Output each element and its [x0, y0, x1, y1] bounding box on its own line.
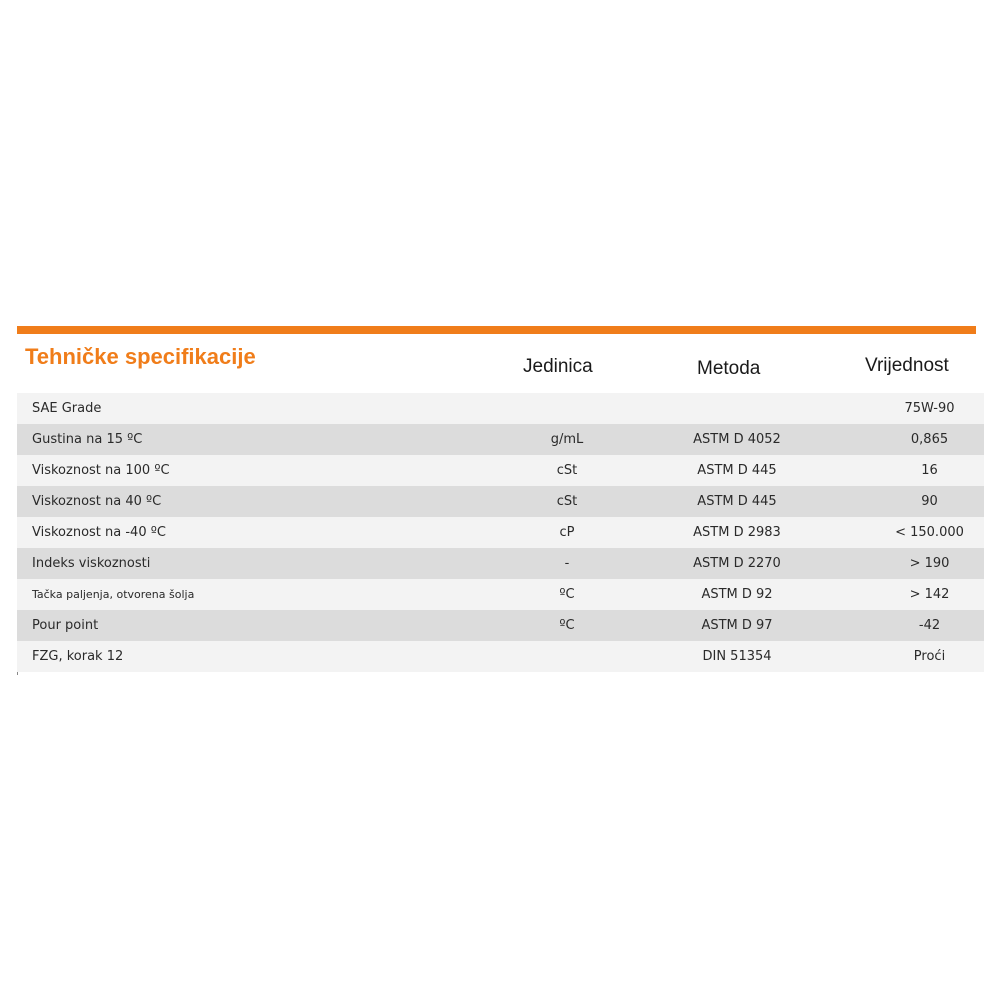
- property-cell: Pour point: [32, 618, 99, 633]
- table-edge-mark: [17, 672, 18, 675]
- table-row: [17, 548, 984, 579]
- property-cell: Gustina na 15 ºC: [32, 432, 143, 447]
- method-cell: ASTM D 445: [697, 463, 777, 478]
- value-cell: > 190: [909, 556, 950, 571]
- column-header-unit: Jedinica: [523, 356, 593, 377]
- method-cell: ASTM D 92: [701, 587, 773, 602]
- value-cell: Proći: [913, 649, 946, 664]
- table-row: [17, 455, 984, 486]
- value-cell: 75W-90: [904, 401, 955, 416]
- orange-accent-bar: [17, 326, 976, 334]
- property-cell: Indeks viskoznosti: [32, 556, 151, 571]
- property-cell: Viskoznost na -40 ºC: [32, 525, 166, 540]
- table-row: [17, 393, 984, 424]
- property-cell: SAE Grade: [32, 401, 102, 416]
- section-title: Tehničke specifikacije: [25, 344, 256, 369]
- unit-cell: g/mL: [550, 432, 584, 447]
- property-cell: Viskoznost na 40 ºC: [32, 494, 162, 509]
- table-row: [17, 517, 984, 548]
- value-cell: -42: [918, 618, 941, 633]
- spec-table: [17, 393, 984, 672]
- value-cell: 0,865: [910, 432, 949, 447]
- method-cell: ASTM D 97: [701, 618, 773, 633]
- value-cell: < 150.000: [895, 525, 964, 540]
- property-cell: FZG, korak 12: [32, 649, 124, 664]
- property-cell: Viskoznost na 100 ºC: [32, 463, 170, 478]
- method-cell: ASTM D 4052: [693, 432, 781, 447]
- value-cell: 16: [921, 463, 938, 478]
- table-row: [17, 610, 984, 641]
- unit-cell: ºC: [559, 618, 575, 633]
- column-header-value: Vrijednost: [865, 355, 949, 376]
- table-row: [17, 641, 984, 672]
- column-header-method: Metoda: [697, 358, 761, 379]
- value-cell: 90: [921, 494, 938, 509]
- unit-cell: -: [564, 556, 570, 571]
- table-row: [17, 579, 984, 610]
- unit-cell: cP: [559, 525, 575, 540]
- method-cell: ASTM D 445: [697, 494, 777, 509]
- unit-cell: cSt: [556, 494, 578, 509]
- value-cell: > 142: [909, 587, 950, 602]
- property-cell: Tačka paljenja, otvorena šolja: [32, 588, 195, 601]
- table-row: [17, 424, 984, 455]
- unit-cell: ºC: [559, 587, 575, 602]
- unit-cell: cSt: [556, 463, 578, 478]
- method-cell: ASTM D 2983: [693, 525, 781, 540]
- method-cell: ASTM D 2270: [693, 556, 781, 571]
- method-cell: DIN 51354: [702, 649, 772, 664]
- table-row: [17, 486, 984, 517]
